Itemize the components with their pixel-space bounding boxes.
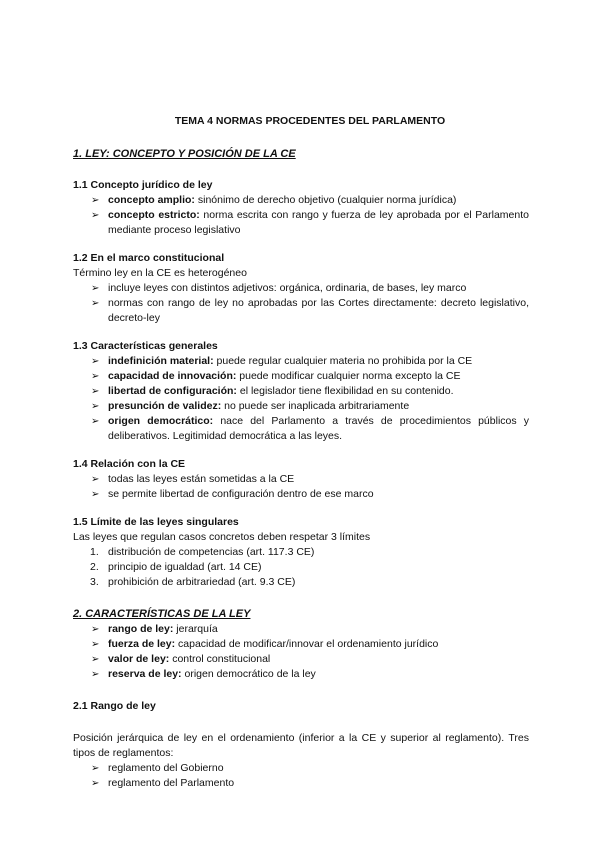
section-2-heading: 2. CARACTERÍSTICAS DE LA LEY <box>73 608 251 620</box>
subsection-1-2-intro: Término ley en la CE es heterogéneo <box>73 267 247 279</box>
list-item: ➢ se permite libertad de configuración dentro de ese marco <box>73 487 529 502</box>
item-text: no puede ser inaplicada arbitrariamente <box>221 400 410 412</box>
list-item: ➢ normas con rango de ley no aprobadas por las Cortes directamente: decreto legislativo, decreto-ley <box>73 296 529 326</box>
subsection-1-3-heading: 1.3 Características generales <box>73 340 218 352</box>
list-item <box>73 622 529 637</box>
subsection-1-5-intro: Las leyes que regulan casos concretos deben respetar 3 límites <box>73 531 371 543</box>
list-item <box>73 193 529 208</box>
subsection-1-4-heading: 1.4 Relación con la CE <box>73 458 186 470</box>
item-text: origen democrático de la ley <box>181 668 316 680</box>
item-text: norma escrita con rango y fuerza de ley aprobada por el Parlamento mediante proceso legislativo <box>108 209 529 236</box>
item-term: origen democrático: <box>108 415 214 427</box>
item-term: concepto estricto: <box>108 209 200 221</box>
list-item <box>73 560 529 575</box>
item-text: jerarquía <box>173 623 218 635</box>
section-1-heading: 1. LEY: CONCEPTO Y POSICIÓN DE LA CE <box>73 148 296 160</box>
list-item <box>73 384 529 399</box>
subsection-1-3-list <box>73 354 529 444</box>
list-item: ➢ todas las leyes están sometidas a la CE <box>73 472 529 487</box>
list-item: ➢ reglamento del Gobierno <box>73 761 529 776</box>
list-item <box>73 354 529 369</box>
list-item: ➢ reglamento del Parlamento <box>73 776 529 791</box>
subsection-1-2-heading: 1.2 En el marco constitucional <box>73 252 225 264</box>
subsection-1-5-list <box>73 545 529 590</box>
item-term: valor de ley: <box>108 653 170 665</box>
list-item <box>73 208 529 238</box>
item-text: puede modificar cualquier norma excepto la CE <box>236 370 461 382</box>
list-item <box>73 545 529 560</box>
list-item <box>73 667 529 682</box>
subsection-1-1-heading: 1.1 Concepto jurídico de ley <box>73 179 213 191</box>
subsection-1-4-list <box>73 472 529 502</box>
list-item <box>73 399 529 414</box>
item-term: reserva de ley: <box>108 668 182 680</box>
subsection-2-1-paragraph: Posición jerárquica de ley en el ordenamiento (inferior a la CE y superior al reglamento). Tres tipos de reglamentos: <box>73 732 529 759</box>
list-item <box>73 414 529 444</box>
list-item <box>73 637 529 652</box>
subsection-1-2-list <box>73 281 529 326</box>
document-page <box>73 114 529 791</box>
item-text: sinónimo de derecho objetivo (cualquier norma jurídica) <box>194 194 457 206</box>
item-text: nace del Parlamento a través de procedimientos públicos y deliberativos. Legitimidad democrática a las leyes. <box>108 415 530 442</box>
subsection-2-1-heading: 2.1 Rango de ley <box>73 700 156 712</box>
item-term: libertad de configuración: <box>108 385 237 397</box>
item-number: 3. <box>90 576 99 588</box>
item-term: rango de ley: <box>108 623 174 635</box>
item-number: 2. <box>90 561 99 573</box>
item-text: distribución de competencias (art. 117.3 CE) <box>108 546 315 558</box>
subsection-1-5-heading: 1.5 Límite de las leyes singulares <box>73 516 239 528</box>
subsection-2-1-list <box>73 761 529 791</box>
subsection-1-1-list <box>73 193 529 238</box>
item-text: prohibición de arbitrariedad (art. 9.3 CE) <box>108 576 296 588</box>
item-term: fuerza de ley: <box>108 638 176 650</box>
item-term: concepto amplio: <box>108 194 195 206</box>
item-text: el legislador tiene flexibilidad en su contenido. <box>236 385 454 397</box>
item-text: control constitucional <box>169 653 271 665</box>
item-text: principio de igualdad (art. 14 CE) <box>108 561 262 573</box>
item-text: capacidad de modificar/innovar el ordenamiento jurídico <box>175 638 439 650</box>
item-term: presunción de validez: <box>108 400 222 412</box>
item-text: puede regular cualquier materia no prohibida por la CE <box>213 355 473 367</box>
section-2-list <box>73 622 529 682</box>
item-number: 1. <box>90 546 99 558</box>
document-title: TEMA 4 NORMAS PROCEDENTES DEL PARLAMENTO <box>174 115 446 127</box>
list-item: ➢ incluye leyes con distintos adjetivos: orgánica, ordinaria, de bases, ley marco <box>73 281 529 296</box>
list-item <box>73 369 529 384</box>
list-item <box>73 652 529 667</box>
item-term: indefinición material: <box>108 355 214 367</box>
item-term: capacidad de innovación: <box>108 370 237 382</box>
list-item <box>73 575 529 590</box>
